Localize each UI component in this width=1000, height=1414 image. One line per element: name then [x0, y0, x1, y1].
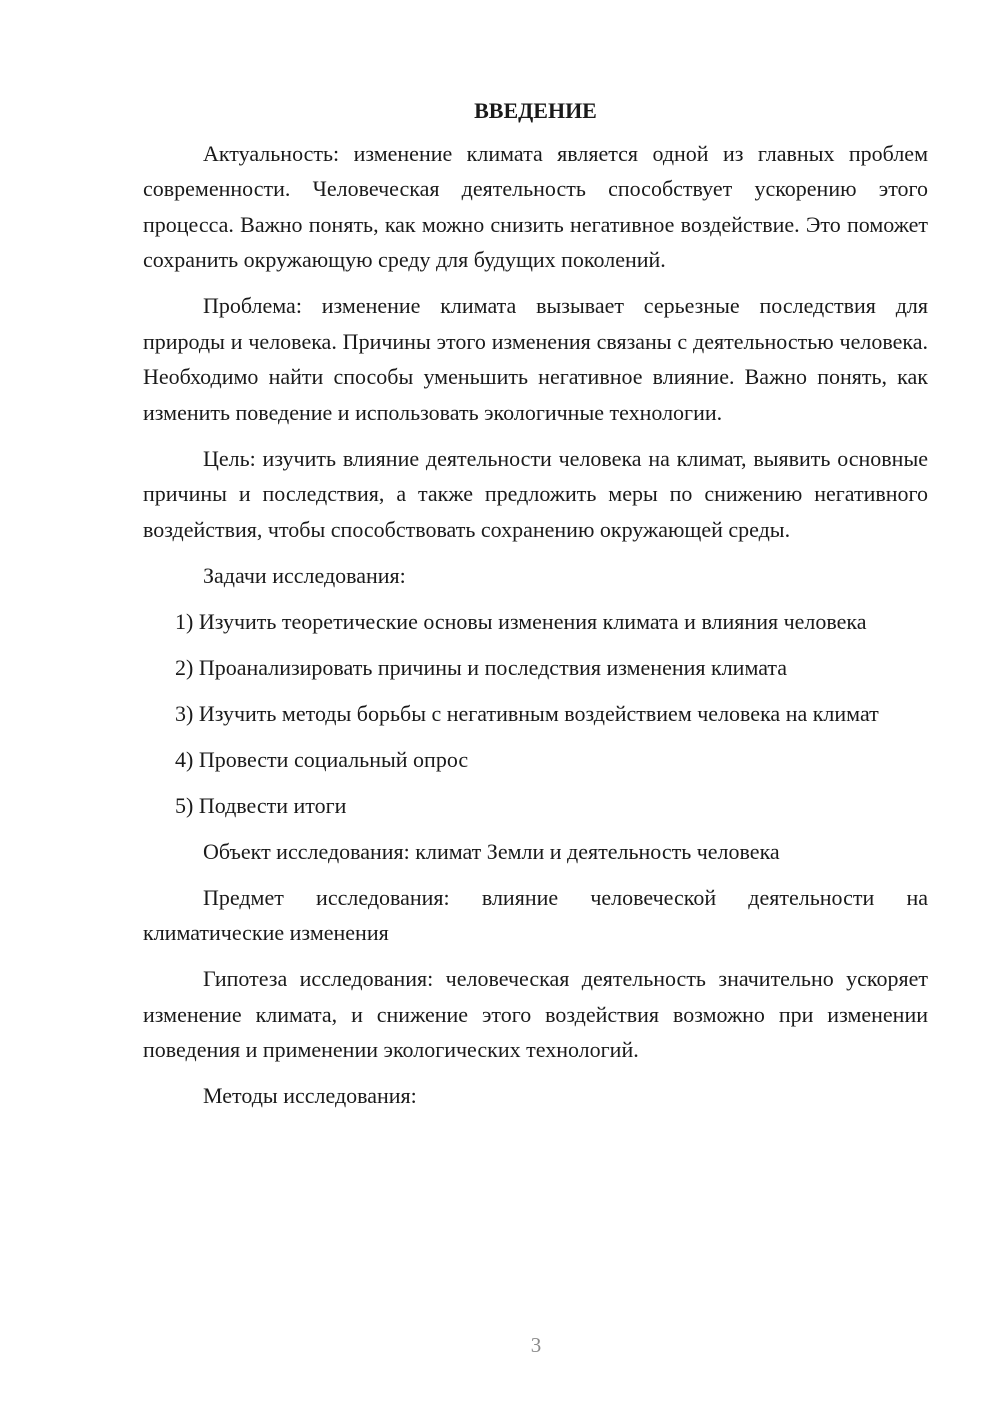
section-title: ВВЕДЕНИЕ: [474, 98, 597, 123]
paragraph-problem: Проблема: изменение климата вызывает серьезные последствия для природы и человека. Причины этого изменения связаны с деятельностью человека. Необходимо найти способы уменьшить негативное влияние. Важно понять, как изменить поведение и использовать экологичные технологии.: [143, 293, 928, 425]
paragraph-relevance: Актуальность: изменение климата является одной из главных проблем современности. Человеческая деятельность способствует ускорению этого процесса. Важно понять, как можно снизить негативное воздействие. Это поможет сохранить окружающую среду для будущих поколений.: [143, 140, 928, 272]
paragraph-tasks-heading: Задачи исследования:: [203, 562, 406, 588]
task-item: 5) Подвести итоги: [175, 792, 347, 818]
page-content: [143, 93, 928, 1124]
paragraph-methods: Методы исследования:: [203, 1083, 417, 1108]
paragraph-goal: Цель: изучить влияние деятельности человека на климат, выявить основные причины и последствия, а также предложить меры по снижению негативного воздействия, чтобы способствовать сохранению окружающей среды.: [143, 445, 928, 542]
paragraph-hypothesis: Гипотеза исследования: человеческая деятельность значительно ускоряет изменение климата, и снижение этого воздействия возможно при изменении поведения и применении экологических технологий.: [143, 966, 928, 1062]
task-item: 4) Провести социальный опрос: [175, 746, 469, 772]
task-item: 1) Изучить теоретические основы изменения климата и влияния человека: [175, 608, 867, 634]
paragraph-object: Объект исследования: климат Земли и деятельность человека: [203, 838, 780, 864]
paragraph-subject: Предмет исследования: влияние человеческой деятельности на климатические изменения: [143, 884, 928, 945]
task-item: 2) Проанализировать причины и последствия изменения климата: [175, 654, 788, 680]
page-number: 3: [530, 1333, 542, 1357]
task-item: 3) Изучить методы борьбы с негативным воздействием человека на климат: [175, 700, 879, 726]
